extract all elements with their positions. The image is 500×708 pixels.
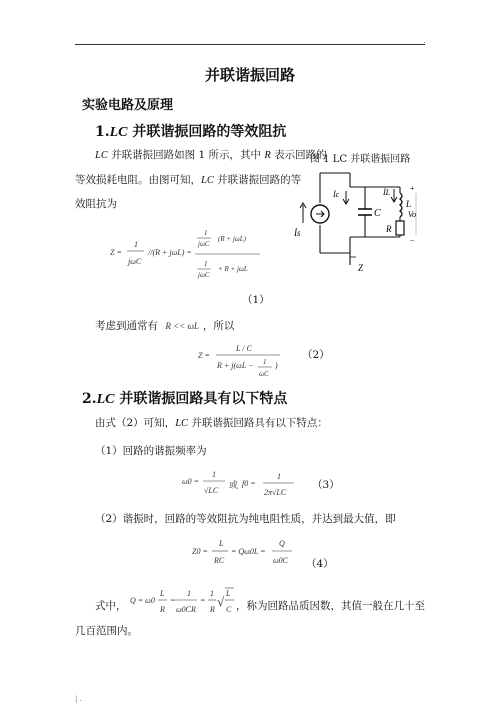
- label-il: İL: [383, 188, 391, 197]
- il-arrow-icon: [391, 189, 397, 202]
- q-line-prefix: 式中，: [95, 600, 127, 612]
- svg-text:Q = ω0: Q = ω0: [130, 596, 155, 605]
- svg-text:jωC: jωC: [198, 240, 210, 248]
- svg-text:1: 1: [277, 472, 281, 481]
- svg-text://(R + jωL) =: //(R + jωL) =: [148, 248, 192, 257]
- subheading-1: 1.LC 并联谐振回路的等效阻抗: [95, 124, 287, 140]
- svg-text:): ): [275, 361, 278, 370]
- equation-2-number: （2）: [302, 349, 330, 361]
- svg-text:ωC: ωC: [259, 370, 269, 378]
- resistor-icon: [396, 221, 404, 235]
- paragraph-1-line-1: LC 并联谐振回路如图 1 所示，其中 R 表示回路的: [95, 149, 327, 161]
- svg-text:ω0 =: ω0 =: [182, 477, 200, 486]
- q-line-tail: ，称为回路品质因数，其值一般在几十至: [236, 600, 425, 612]
- equation-2: [198, 340, 288, 384]
- svg-text:Z0 =: Z0 =: [192, 547, 208, 556]
- item-2: （2）谐振时，回路的等效阻抗为纯电阻性质，并达到最大值，即: [95, 513, 396, 525]
- svg-text:ω0CR: ω0CR: [176, 605, 196, 614]
- item-1: （1）回路的谐振频率为: [95, 445, 207, 457]
- svg-text:jωC: jωC: [128, 257, 142, 266]
- inductor-icon: [400, 193, 402, 217]
- header-mark: .: [423, 36, 426, 45]
- subheading-2: 2.LC 并联谐振回路具有以下特点: [82, 391, 288, 407]
- page-title: 并联谐振回路: [204, 66, 295, 84]
- svg-text:1: 1: [212, 470, 216, 479]
- last-line: 几百范围内。: [75, 625, 138, 637]
- svg-text:Z =: Z =: [110, 248, 122, 257]
- svg-text:(R + jωL): (R + jωL): [218, 235, 246, 243]
- equation-4-number: （4）: [306, 558, 334, 570]
- footer-mark: | .: [75, 695, 82, 703]
- equation-3: [182, 466, 302, 502]
- header-rule: [75, 44, 425, 45]
- label-ic: İc: [333, 190, 340, 199]
- svg-text:Q: Q: [279, 539, 285, 548]
- svg-text:1: 1: [210, 589, 214, 598]
- svg-text:+ R + jωL: + R + jωL: [218, 265, 248, 273]
- svg-text:RC: RC: [214, 556, 225, 565]
- label-r: R: [386, 224, 392, 234]
- svg-text:L: L: [226, 589, 231, 598]
- svg-text:√: √: [217, 594, 225, 609]
- svg-text:jωC: jωC: [198, 271, 210, 279]
- label-z: Z: [358, 263, 364, 273]
- svg-text:√LC: √LC: [204, 486, 219, 495]
- equation-3-number: （3）: [312, 479, 340, 491]
- lc-circuit-diagram: [290, 165, 430, 277]
- paragraph-1-line-3: 效阻抗为: [75, 198, 117, 210]
- label-plus: +: [410, 184, 415, 193]
- svg-text:=: =: [170, 596, 176, 605]
- svg-text:或: 或: [229, 480, 239, 490]
- is-arrow-icon: [300, 203, 306, 223]
- svg-text:= Qω0L =: = Qω0L =: [231, 547, 266, 556]
- svg-text:1: 1: [134, 240, 138, 249]
- paragraph-2: 由式（2）可知，LC 并联谐振回路具有以下特点：: [95, 417, 328, 429]
- svg-text:R: R: [210, 605, 215, 614]
- svg-text:L: L: [219, 539, 224, 548]
- svg-text:R: R: [160, 605, 165, 614]
- svg-text:C: C: [226, 605, 232, 614]
- svg-text:1: 1: [204, 229, 208, 237]
- equation-4: [192, 536, 302, 572]
- svg-text:ω0C: ω0C: [273, 556, 288, 565]
- svg-text:f0 =: f0 =: [242, 479, 256, 488]
- label-is: İs: [294, 228, 301, 238]
- consider-line: 考虑到通常有 R << ωL ，所以: [95, 320, 235, 332]
- svg-text:R + j(ωL −: R + j(ωL −: [217, 361, 254, 370]
- label-minus: −: [410, 236, 415, 245]
- section-heading: 实验电路及原理: [82, 98, 174, 113]
- label-vo: Vo: [408, 210, 416, 219]
- q-formula: [130, 583, 238, 623]
- svg-text:2π√LC: 2π√LC: [264, 488, 287, 497]
- figure-caption: 图 1 LC 并联谐振回路: [310, 154, 411, 165]
- ic-arrow-icon: [343, 191, 349, 204]
- svg-text:=: =: [200, 596, 206, 605]
- svg-text:1: 1: [263, 358, 267, 366]
- label-c: C: [374, 208, 381, 219]
- equation-1: [110, 224, 270, 284]
- svg-text:Z =: Z =: [198, 351, 210, 360]
- paragraph-1-line-2: 等效损耗电阻。由图可知，LC 并联谐振回路的等: [75, 174, 302, 186]
- svg-text:L / C: L / C: [236, 344, 252, 353]
- equation-1-number: （1）: [242, 294, 270, 306]
- svg-text:L: L: [160, 589, 165, 598]
- svg-text:1: 1: [187, 589, 191, 598]
- svg-text:1: 1: [204, 260, 208, 268]
- capacitor-icon: [358, 209, 372, 215]
- label-l: L: [406, 199, 412, 209]
